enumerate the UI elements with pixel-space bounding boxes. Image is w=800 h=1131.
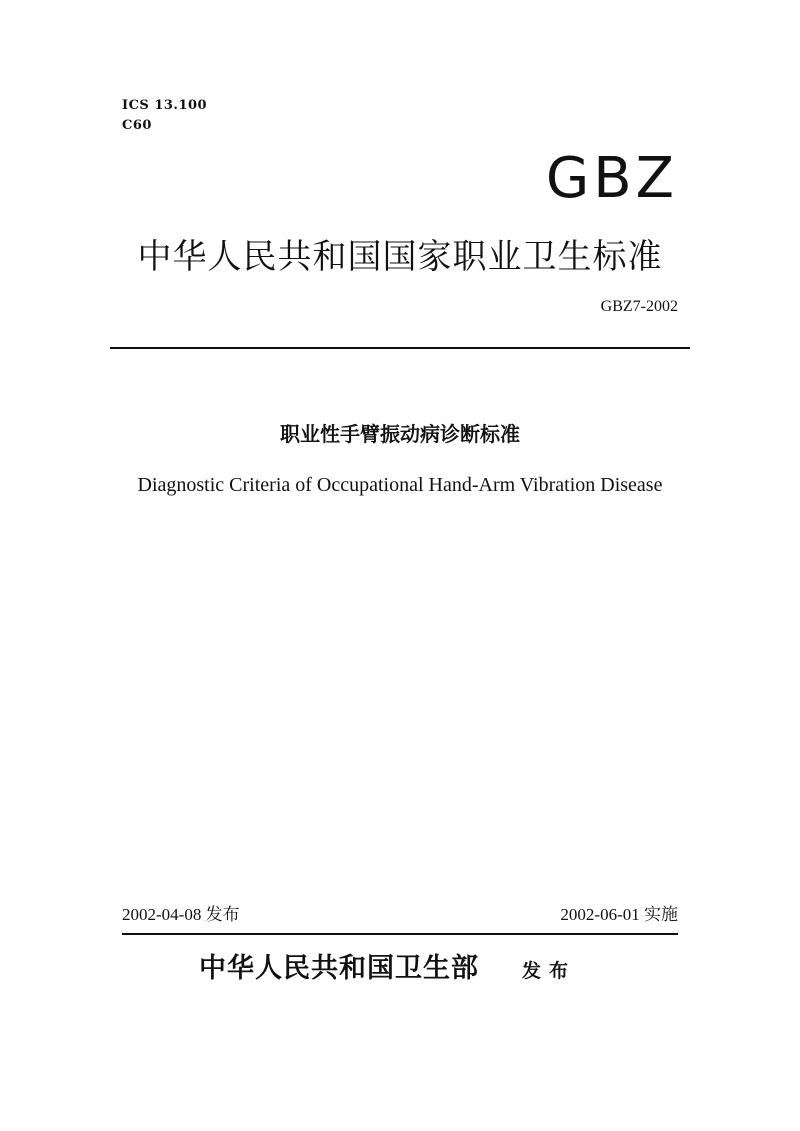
- issuer-name: 中华人民共和国卫生部: [199, 953, 479, 984]
- implementation-date: 2002-06-01 实施: [560, 905, 678, 924]
- standard-title: 中华人民共和国国家职业卫生标准: [137, 237, 663, 277]
- header-divider: [110, 347, 690, 349]
- footer-divider: [122, 933, 678, 935]
- document-title-en: Diagnostic Criteria of Occupational Hand-Arm Vibration Disease: [137, 474, 663, 496]
- gbz-logo: GBZ: [545, 146, 678, 211]
- issue-label: 发布: [522, 960, 577, 982]
- document-title-cn: 职业性手臂振动病诊断标准: [280, 422, 520, 446]
- ccs-code: C60: [122, 118, 152, 133]
- standard-number: GBZ7-2002: [600, 298, 678, 315]
- issue-date: 2002-04-08 发布: [122, 905, 240, 924]
- ics-code: ICS 13.100: [122, 98, 208, 113]
